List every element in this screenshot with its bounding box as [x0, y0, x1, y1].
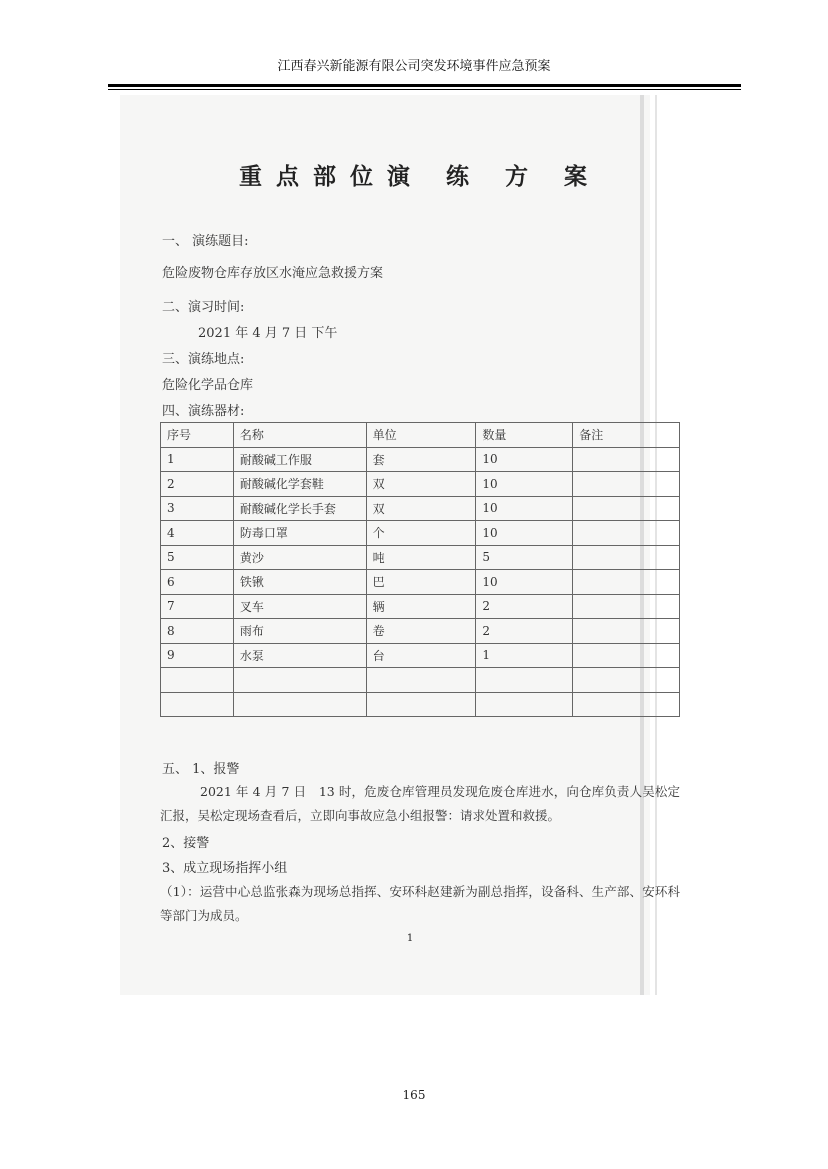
table-cell [573, 521, 680, 546]
table-cell: 吨 [366, 545, 476, 570]
table-cell: 1 [476, 643, 573, 668]
section-4-heading: 四、演练器材: [162, 404, 245, 419]
table-cell: 耐酸碱化学长手套 [233, 496, 366, 521]
section-5-item-2: 2、接警 [162, 836, 210, 851]
table-cell [573, 692, 680, 717]
table-cell: 耐酸碱工作服 [233, 447, 366, 472]
table-cell: 水泵 [233, 643, 366, 668]
table-cell [573, 545, 680, 570]
table-cell: 叉车 [233, 594, 366, 619]
table-cell: 10 [476, 521, 573, 546]
table-cell: 7 [161, 594, 234, 619]
table-cell [573, 594, 680, 619]
table-cell: 10 [476, 472, 573, 497]
table-row [161, 643, 680, 668]
column-header: 备注 [573, 423, 680, 448]
section-1-content: 危险废物仓库存放区水淹应急救援方案 [162, 266, 384, 281]
table-cell [233, 692, 366, 717]
table-cell [573, 472, 680, 497]
section-3-content: 危险化学品仓库 [162, 378, 254, 393]
table-cell [573, 668, 680, 693]
table-cell [573, 570, 680, 595]
table-cell [476, 668, 573, 693]
table-cell: 防毒口罩 [233, 521, 366, 546]
table-cell: 1 [161, 447, 234, 472]
table-cell: 个 [366, 521, 476, 546]
table-row [161, 594, 680, 619]
section-2-content: 2021 年 4 月 7 日 下午 [198, 326, 338, 341]
table-cell: 2 [161, 472, 234, 497]
section-5-item-3-paragraph: （1）：运营中心总监张森为现场总指挥、安环科赵建新为副总指挥，设备科、生产部、安环科等部门为成员。 [160, 884, 680, 923]
table-row [161, 692, 680, 717]
table-cell: 4 [161, 521, 234, 546]
table-cell: 套 [366, 447, 476, 472]
section-5-item-3: 3、成立现场指挥小组 [162, 861, 288, 876]
table-cell: 铁锹 [233, 570, 366, 595]
table-cell: 2 [476, 594, 573, 619]
table-cell [366, 692, 476, 717]
table-cell: 台 [366, 643, 476, 668]
table-row [161, 496, 680, 521]
table-row [161, 619, 680, 644]
table-cell [573, 619, 680, 644]
table-cell [161, 692, 234, 717]
table-cell [573, 447, 680, 472]
table-cell: 双 [366, 496, 476, 521]
table-cell: 8 [161, 619, 234, 644]
table-row [161, 570, 680, 595]
section-2-heading: 二、演习时间: [162, 300, 245, 315]
header-rule-thick [108, 84, 741, 87]
table-cell: 5 [476, 545, 573, 570]
table-header-row [161, 423, 680, 448]
table-cell: 耐酸碱化学套鞋 [233, 472, 366, 497]
column-header: 序号 [161, 423, 234, 448]
column-header: 名称 [233, 423, 366, 448]
table-cell [161, 668, 234, 693]
table-cell: 10 [476, 570, 573, 595]
header-rule-thin [108, 89, 741, 90]
column-header: 单位 [366, 423, 476, 448]
table-cell [573, 496, 680, 521]
section-3-heading: 三、演练地点: [162, 352, 245, 367]
table-row [161, 521, 680, 546]
section-5-paragraph: 2021 年 4 月 7 日 13 时，危废仓库管理员发现危废仓库进水，向仓库负责人吴松定汇报，吴松定现场查看后，立即向事故应急小组报警：请求处置和救援。 [160, 784, 680, 823]
inner-page-number: 1 [406, 933, 414, 944]
table-cell: 3 [161, 496, 234, 521]
table-cell: 10 [476, 447, 573, 472]
table-cell: 9 [161, 643, 234, 668]
table-cell: 5 [161, 545, 234, 570]
table-cell: 2 [476, 619, 573, 644]
table-row [161, 472, 680, 497]
section-5-heading: 五、 1、报警 [162, 762, 240, 777]
table-cell: 辆 [366, 594, 476, 619]
table-cell: 雨布 [233, 619, 366, 644]
footer-page-number: 165 [402, 1088, 426, 1102]
table-row [161, 447, 680, 472]
page-header-title: 江西春兴新能源有限公司突发环境事件应急预案 [277, 59, 551, 74]
table-cell: 巴 [366, 570, 476, 595]
table-cell: 卷 [366, 619, 476, 644]
table-cell: 黄沙 [233, 545, 366, 570]
table-cell: 双 [366, 472, 476, 497]
table-cell [476, 692, 573, 717]
document-title: 重点部位演 练 方 案 [238, 164, 602, 190]
section-1-heading: 一、 演练题目: [162, 234, 249, 249]
table-cell: 10 [476, 496, 573, 521]
table-cell [233, 668, 366, 693]
table-row [161, 545, 680, 570]
table-cell [366, 668, 476, 693]
table-cell: 6 [161, 570, 234, 595]
column-header: 数量 [476, 423, 573, 448]
table-cell [573, 643, 680, 668]
table-row [161, 668, 680, 693]
equipment-table [160, 422, 680, 717]
